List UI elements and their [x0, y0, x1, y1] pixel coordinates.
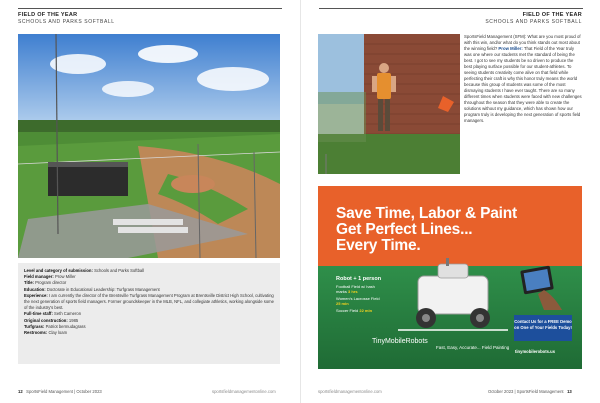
info-label: Full-time staff: [24, 311, 53, 317]
header-subtitle: SCHOOLS AND PARKS SOFTBALL [485, 19, 582, 25]
publication-name: October 2023 | SportsField Management [488, 389, 564, 394]
left-header [18, 12, 115, 28]
info-value: Doctorate in Educational Leadership: Turfgrass Management [46, 286, 160, 292]
stat-label: Soccer Field [336, 308, 359, 313]
info-label: Field manager: [24, 274, 54, 280]
stat-value: 22 min [359, 308, 373, 313]
info-value: Clay loam [48, 330, 68, 336]
stat-label: Women's Lacrosse Field [336, 296, 380, 301]
ad-stat [336, 309, 380, 314]
info-label: Education: [24, 286, 46, 292]
info-label: Title: [24, 280, 34, 286]
stat-label: Football Field w/ hash marks [336, 284, 375, 294]
info-row [24, 330, 274, 336]
qa-question: SportsField Management (SFM): What are you most proud of with this win, and/or what do you think stands out most about the winning field? [464, 34, 581, 51]
ad-tagline: Fast, Easy, Accurate... Field Painting [436, 345, 510, 350]
info-value: 1985 [68, 317, 79, 323]
header-rule [18, 8, 282, 9]
ad-brand-logo[interactable]: TinyMobileRobots [372, 338, 428, 345]
left-footer-url [212, 389, 276, 394]
qa-answer: That Field of the Year truly was one where our students met the standard of being the best. I got to see my students be so driven to produce the best playing surface possible for our student-athletes. To seeing students creativity come alive on that field while perfecting their craft is why this honor truly means the world because this group of students was some of the most dismaying students I have ever taught. There are so many different times when students were faced with new challenges throughout the season that they were able to create the solutions without my guidance, which has shown how our program truly is developing the next generation of sports field managers. [464, 46, 582, 123]
info-value: Program director [35, 280, 67, 286]
footer-url[interactable]: sportsfieldmanagementonline.com [318, 389, 382, 394]
ad-cta-button[interactable]: Contact Us for a FREE Demo on One of Your Fields Today! [514, 315, 572, 341]
page-number: 13 [567, 389, 572, 394]
right-header [485, 12, 582, 28]
ad-headline: Save Time, Labor & Paint [336, 205, 517, 222]
ad-stat [336, 285, 380, 294]
tablet-hand-illustration [514, 264, 564, 310]
publication-name: SportsField Management | October 2023 [26, 389, 102, 394]
ad-robot-line: Robot + 1 person [336, 276, 382, 282]
right-footer-url [318, 389, 382, 394]
info-label: Level and category of submission: [24, 268, 93, 273]
tinymobilerobots-ad[interactable] [318, 186, 582, 369]
info-value: I am currently the director of the Brentsville Turfgrass Management Program at Brentsville District High School, cultivating the next generation of sports field managers. Former groundskeeper in the MLB, NFL, and collegiate athletics, working alongside some of the industry's best. [24, 292, 274, 311]
left-footer [18, 389, 102, 394]
robot-illustration [398, 256, 508, 336]
info-label: Turfgrass: [24, 323, 45, 329]
qa-column [464, 34, 582, 174]
info-value: Patriot bermudagrass [45, 323, 86, 329]
field-manager-photo [318, 34, 460, 174]
info-row [24, 293, 274, 312]
footer-url[interactable]: sportsfieldmanagementonline.com [212, 389, 276, 394]
stat-value: 25 min [336, 300, 349, 306]
header-rule [319, 8, 583, 9]
info-label: Restrooms: [24, 330, 48, 336]
field-info-box [18, 263, 280, 364]
qa-answer-label: Prow Miller: [498, 46, 523, 51]
ad-url-link[interactable]: tinymobilerobots.us [515, 349, 556, 354]
ad-stat [336, 297, 380, 306]
page-number: 12 [18, 389, 23, 394]
softball-field-photo [18, 34, 280, 258]
info-label: Experience: [24, 292, 48, 298]
info-value: Prow Miller [54, 274, 76, 280]
header-kicker: FIELD OF THE YEAR [522, 12, 582, 18]
header-kicker: FIELD OF THE YEAR [18, 12, 78, 18]
header-subtitle: SCHOOLS AND PARKS SOFTBALL [18, 19, 115, 25]
right-footer [488, 389, 572, 394]
stat-value: 3 hrs [348, 288, 358, 294]
info-value: Seth Cameron [54, 311, 82, 317]
ad-headline: Get Perfect Lines... [336, 221, 473, 238]
ad-headline: Every Time. [336, 237, 421, 254]
info-label: Original construction: [24, 317, 68, 323]
info-value: Schools and Parks Softball [94, 268, 145, 273]
